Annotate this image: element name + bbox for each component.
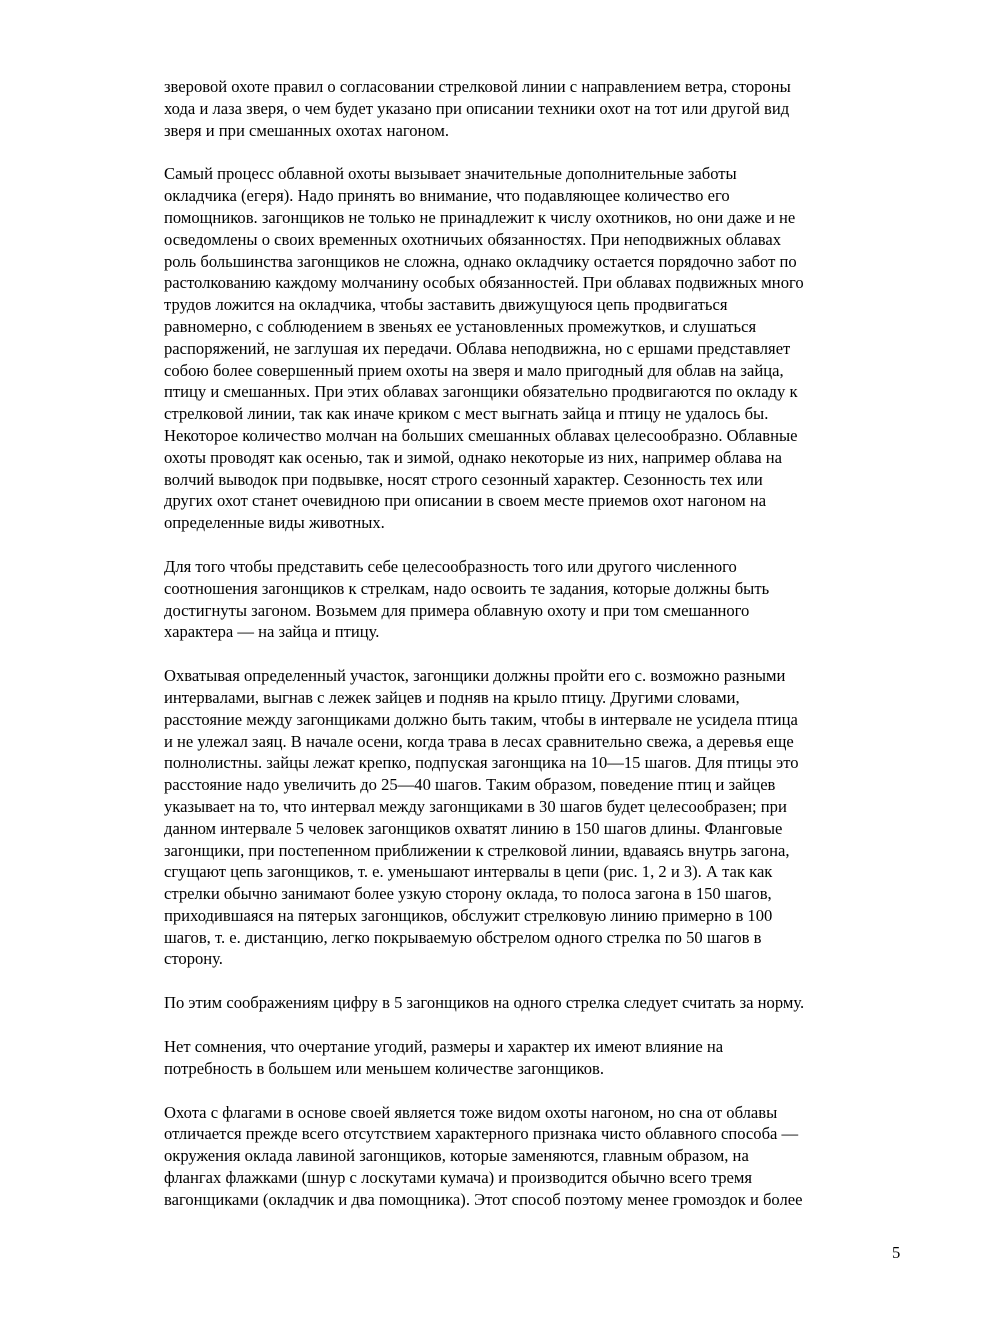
paragraph-6 [164, 1036, 912, 1080]
paragraph-7 [164, 1102, 912, 1211]
text-line: Нет сомнения, что очертание угодий, размеры и характер их имеют влияние на [164, 1037, 724, 1057]
text-line: окладчика (егеря). Надо принять во внимание, что подавляющее количество его [164, 186, 730, 206]
paragraph-5 [164, 992, 912, 1014]
text-line: интервалами, выгнав с лежек зайцев и подняв на крыло птицу. Другими словами, [164, 687, 740, 707]
text-line: Некоторое количество молчан на больших смешанных облавах целесообразно. Облавные [164, 425, 798, 445]
paragraph-1 [164, 76, 912, 141]
text-line: Охватывая определенный участок, загонщики должны пройти его с. возможно разными [164, 666, 786, 686]
text-line: соотношения загонщиков к стрелкам, надо освоить те задания, которые должны быть [164, 578, 770, 598]
text-line: Для того чтобы представить себе целесообразность того или другого численного [164, 556, 737, 576]
text-line: охоты проводят как осенью, так и зимой, однако некоторые из них, например облава на [164, 447, 782, 467]
text-line: сторону. [164, 949, 223, 969]
text-line: данном интервале 5 человек загонщиков охватят линию в 150 шагов длины. Фланговые [164, 818, 783, 838]
text-line: шагов, т. е. дистанцию, легко покрываемую обстрелом одного стрелка по 50 шагов в [164, 927, 762, 947]
text-line: расстояние надо увеличить до 25—40 шагов. Таким образом, поведение птиц и зайцев [164, 775, 776, 795]
text-line: стрелковой линии, так как иначе криком с мест выгнать зайца и птицу не удалось бы. [164, 404, 769, 424]
text-line: помощников. загонщиков не только не принадлежит к числу охотников, но они даже и не [164, 207, 796, 227]
text-line: расстояние между загонщиками должно быть таким, чтобы в интервале не усидела птица [164, 709, 798, 729]
text-line: флангах флажками (шнур с лоскутами кумача) и производится обычно всего тремя [164, 1168, 752, 1188]
text-line: определенные виды животных. [164, 513, 385, 533]
text-line: Самый процесс облавной охоты вызывает значительные дополнительные заботы [164, 164, 737, 184]
text-line: собою более совершенный прием охоты на зверя и мало пригодный для облав на зайца, [164, 360, 784, 380]
text-line: приходившаяся на пятерых загонщиков, обслужит стрелковую линию примерно в 100 [164, 905, 773, 925]
text-line: осведомлены о своих временных охотничьих обязанностях. При неподвижных облавах [164, 229, 782, 249]
text-line: потребность в большем или меньшем количестве загонщиков. [164, 1058, 604, 1078]
text-line: Охота с флагами в основе своей является тоже видом охоты нагоном, но сна от облавы [164, 1102, 778, 1122]
paragraph-2 [164, 163, 912, 534]
text-line: волчий выводок при подвывке, носят строго сезонный характер. Сезонность тех или [164, 469, 763, 489]
text-line: загонщики, при постепенном приближении к стрелковой линии, вдаваясь внутрь загона, [164, 840, 790, 860]
text-line: сгущают цепь загонщиков, т. е. уменьшают интервалы в цепи (рис. 1, 2 и 3). А так как [164, 862, 773, 882]
text-line: хода и лаза зверя, о чем будет указано при описании техники охот на тот или другой вид [164, 98, 790, 118]
text-line: характера — на зайца и птицу. [164, 622, 380, 642]
text-line: и не улежал заяц. В начале осени, когда трава в лесах сравнительно свежа, а деревья еще [164, 731, 794, 751]
text-line: растолкованию каждому молчанину особых обязанностей. При облавах подвижных много [164, 273, 804, 293]
text-line: роль большинства загонщиков не сложна, однако окладчику остается порядочно забот по [164, 251, 797, 271]
text-line: распоряжений, не заглушая их передачи. Облава неподвижна, но с ершами представляет [164, 338, 791, 358]
page-body [164, 76, 912, 1233]
page-number: 5 [892, 1243, 901, 1262]
text-line: птицу и смешанных. При этих облавах загонщики обязательно продвигаются по окладу к [164, 382, 798, 402]
text-line: указывает на то, что интервал между загонщиками в 30 шагов будет целесообразен; при [164, 796, 787, 816]
text-line: полнолистны. зайцы лежат крепко, подпуская загонщика на 10—15 шагов. Для птицы это [164, 753, 799, 773]
text-line: зверовой охоте правил о согласовании стрелковой линии с направлением ветра, стороны [164, 77, 791, 96]
text-line: отличается прежде всего отсутствием характерного признака чисто облавного способа — [164, 1124, 799, 1144]
text-line: вагонщиками (окладчик и два помощника). Этот способ поэтому менее громоздок и более [164, 1189, 803, 1209]
text-line: стрелки обычно занимают более узкую сторону оклада, то полоса загона в 150 шагов, [164, 884, 772, 904]
text-line: окружения оклада лавиной загонщиков, которые заменяются, главным образом, на [164, 1146, 749, 1166]
paragraph-4 [164, 665, 912, 970]
text-line: равномерно, с соблюдением в звеньях ее установленных промежутков, и слушаться [164, 316, 757, 336]
text-line: зверя и при смешанных охотах нагоном. [164, 120, 450, 140]
text-line: достигнуты загоном. Возьмем для примера облавную охоту и при том смешанного [164, 600, 750, 620]
text-line: других охот станет очевидною при описании в своем месте приемов охот нагоном на [164, 491, 767, 511]
paragraph-3 [164, 556, 912, 643]
text-line: По этим соображениям цифру в 5 загонщиков на одного стрелка следует считать за норму. [164, 993, 805, 1013]
text-line: трудов ложится на окладчика, чтобы заставить движущуюся цепь продвигаться [164, 295, 728, 315]
